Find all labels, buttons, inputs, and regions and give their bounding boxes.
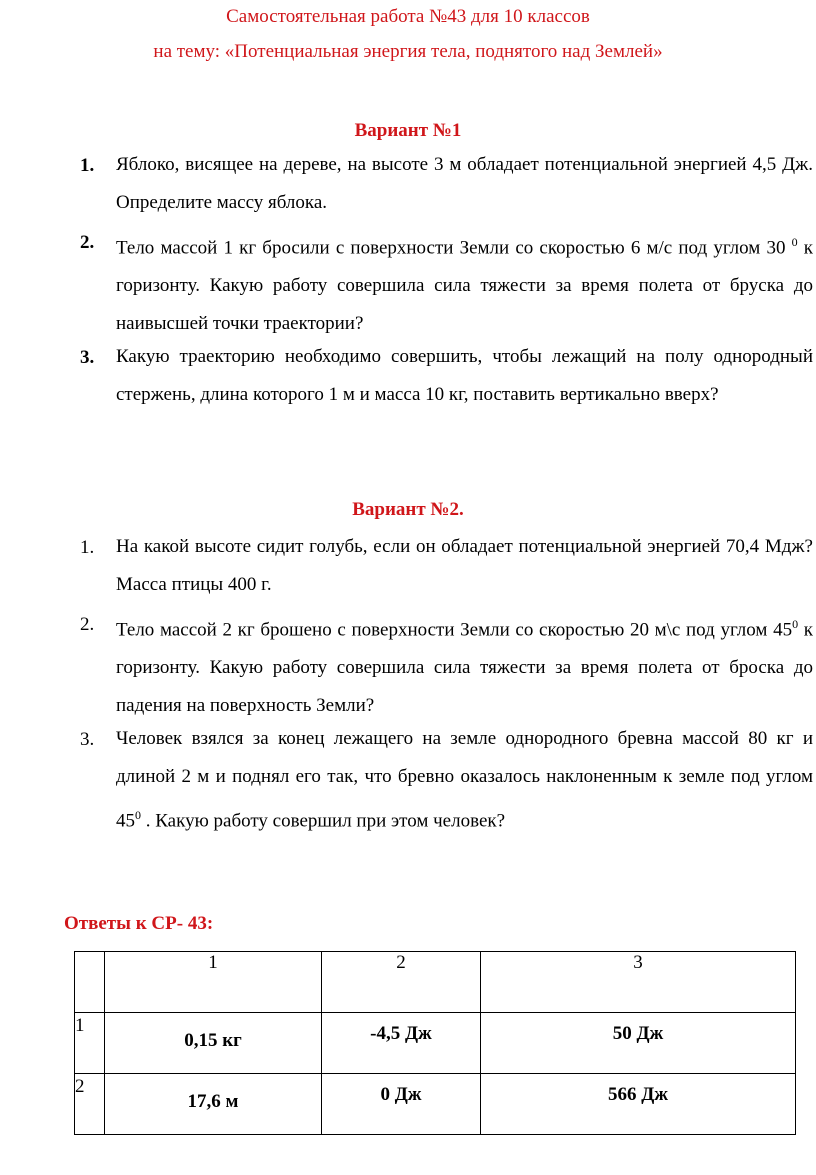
- task-number: 2.: [80, 232, 95, 253]
- task-text: Человек взялся за конец лежащего на земле однородного бревна массой 80 кг и длиной 2 м и поднял его так, что бревно оказалось наклоненным к земле под углом $45^0$ . Какую работу совершил при этом человек?: [116, 728, 813, 832]
- variant2-heading: Вариант №2.: [352, 499, 464, 520]
- task-number: 2.: [80, 614, 95, 635]
- table-header-row: [75, 952, 796, 1013]
- variant1-heading: Вариант №1: [354, 120, 462, 141]
- task-text: Яблоко, висящее на дереве, на высоте 3 м обладает потенциальной энергией 4,5 Дж. Определите массу яблока.: [116, 154, 813, 213]
- task-number: 1.: [80, 155, 95, 176]
- table-corner-cell: [75, 952, 105, 1013]
- task-text: Какую траекторию необходимо совершить, чтобы лежащий на полу однородный стержень, длина которого 1 м и масса 10 кг, поставить вертикально вверх?: [116, 346, 813, 405]
- table-cell: 0 Дж: [322, 1074, 481, 1135]
- column-header: 3: [481, 952, 796, 1013]
- table-cell: 50 Дж: [481, 1013, 796, 1074]
- table-row: [75, 1013, 796, 1074]
- answers-title: Ответы к СР- 43:: [64, 913, 214, 934]
- table-cell: 0,15 кг: [105, 1013, 322, 1074]
- task-number: 1.: [80, 537, 95, 558]
- table-cell: 566 Дж: [481, 1074, 796, 1135]
- document-title: Самостоятельная работа №43 для 10 классов: [226, 6, 590, 27]
- column-header: 2: [322, 952, 481, 1013]
- task-number: 3.: [80, 347, 95, 368]
- document-subtitle: на тему: «Потенциальная энергия тела, поднятого над Землей»: [153, 41, 663, 62]
- task-text: Тело массой 2 кг брошено с поверхности Земли со скоростью 20 м\с под углом $45^0$ к горизонту. Какую работу совершила сила тяжести за время полета от броска до падения на поверхность Земли?: [116, 617, 814, 717]
- table-cell: -4,5 Дж: [322, 1013, 481, 1074]
- degree-superscript: 0: [135, 808, 141, 822]
- table-row: [75, 1074, 796, 1135]
- task-text: На какой высоте сидит голубь, если он обладает потенциальной энергией 70,4 Мдж? Масса птицы 400 г.: [116, 536, 813, 595]
- answers-table: [74, 951, 796, 1135]
- task-number: 3.: [80, 729, 95, 750]
- row-label: 2: [75, 1074, 105, 1135]
- degree-superscript: 0: [791, 235, 798, 249]
- task-text: Тело массой 1 кг бросили с поверхности Земли со скоростью 6 м/с под углом 30 $^0$ к горизонту. Какую работу совершила сила тяжести за время полета от бруска до наивысшей точки траектории?: [116, 235, 813, 335]
- row-label: 1: [75, 1013, 105, 1074]
- table-cell: 17,6 м: [105, 1074, 322, 1135]
- column-header: 1: [105, 952, 322, 1013]
- degree-superscript: 0: [792, 617, 799, 631]
